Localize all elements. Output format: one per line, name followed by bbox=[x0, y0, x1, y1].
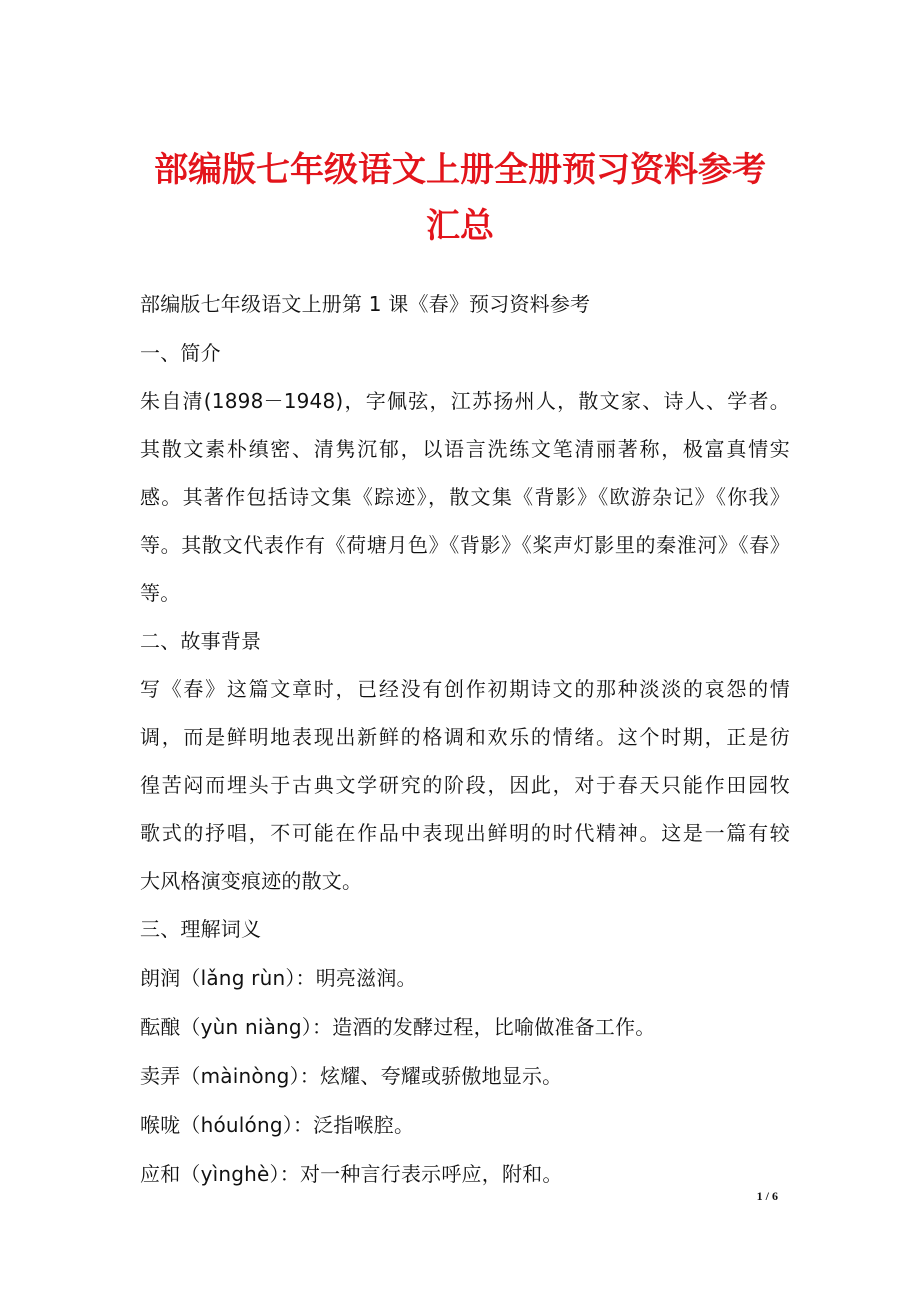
paragraph-line: 写《春》这篇文章时，已经没有创作初期诗文的那种淡淡的哀怨的情 bbox=[140, 677, 790, 701]
paragraph-line: 其散文素朴缜密、清隽沉郁，以语言洗练文笔清丽著称，极富真情实 bbox=[140, 437, 790, 461]
document-title-line-2: 汇总 bbox=[426, 206, 494, 246]
document-title-line-1: 部编版七年级语文上册全册预习资料参考 bbox=[154, 150, 766, 190]
section-heading-background: 二、故事背景 bbox=[140, 629, 262, 653]
paragraph-line: 感。其著作包括诗文集《踪迹》，散文集《背影》《欧游杂记》《你我》 bbox=[140, 485, 790, 509]
vocabulary-entry: 卖弄（màinòng）：炫耀、夸耀或骄傲地显示。 bbox=[140, 1064, 563, 1088]
paragraph-line: 朱自清(1898－1948)，字佩弦，江苏扬州人，散文家、诗人、学者。 bbox=[140, 389, 790, 413]
paragraph-line: 等。其散文代表作有《荷塘月色》《背影》《桨声灯影里的秦淮河》《春》 bbox=[140, 533, 790, 557]
section-heading-intro: 一、简介 bbox=[140, 341, 221, 365]
paragraph-line: 调，而是鲜明地表现出新鲜的格调和欢乐的情绪。这个时期，正是彷 bbox=[140, 725, 790, 749]
vocabulary-entry: 酝酿（yùn niàng）：造酒的发酵过程，比喻做准备工作。 bbox=[140, 1015, 656, 1039]
paragraph-line: 歌式的抒唱，不可能在作品中表现出鲜明的时代精神。这是一篇有较 bbox=[140, 821, 790, 845]
lesson-heading: 部编版七年级语文上册第 1 课《春》预习资料参考 bbox=[140, 292, 591, 316]
vocabulary-entry: 应和（yìnghè）：对一种言行表示呼应，附和。 bbox=[140, 1162, 563, 1186]
paragraph-line: 等。 bbox=[140, 581, 181, 605]
paragraph-line: 徨苦闷而埋头于古典文学研究的阶段，因此，对于春天只能作田园牧 bbox=[140, 773, 790, 797]
vocabulary-entry: 喉咙（hóulóng）：泛指喉腔。 bbox=[140, 1113, 415, 1137]
page-number: 1 / 6 bbox=[756, 1189, 778, 1203]
section-heading-vocabulary: 三、理解词义 bbox=[140, 917, 262, 941]
paragraph-line: 大风格演变痕迹的散文。 bbox=[140, 869, 363, 893]
vocabulary-entry: 朗润（lǎng rùn）：明亮滋润。 bbox=[140, 966, 417, 990]
